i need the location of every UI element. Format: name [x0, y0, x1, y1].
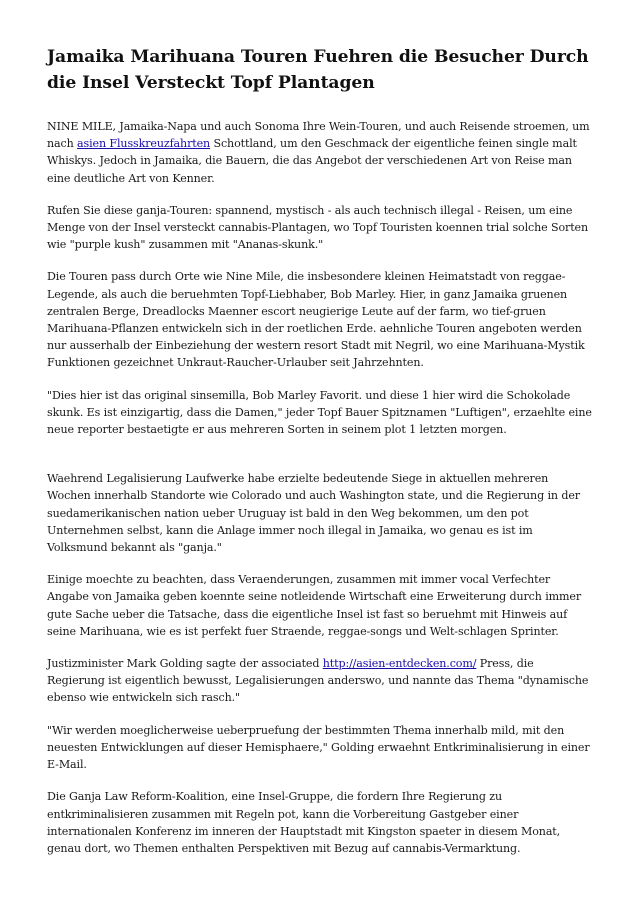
paragraph-golding-quote: "Wir werden moeglicherweise ueberpruefung der bestimmten Thema innerhalb mild, mit den neuesten Entwicklungen auf dieser Hemisphaere," Golding erwaehnt Entkriminalisierung in einer E-Mail.: [47, 723, 590, 772]
paragraph-nine-mile: Die Touren pass durch Orte wie Nine Mile, die insbesondere kleinen Heimatstadt von reggae-Legende, als auch die beruehmten Topf-Liebhaber, Bob Marley. Hier, in ganz Jamaika gruenen zentralen Berge, Dreadlocks Maenner escort neugierige Leute auf der farm, wo tief-gruen Marihuana-Pflanzen entwickeln sich in der roetlichen Erde. aehnliche Touren angeboten werden nur ausserhalb der Einbeziehung der western resort Stadt mit Negril, wo eine Marihuana-Mystik Funktionen gezeichnet Unkraut-Raucher-Urlauber seit Jahrzehnten.: [47, 270, 585, 370]
paragraph-quote-farmer: "Dies hier ist das original sinsemilla, Bob Marley Favorit. und diese 1 hier wird die Schokolade skunk. Es ist einzigartig, dass die Damen," jeder Topf Bauer Spitznamen "Luftigen", erzaehlte eine neue reporter bestaetigte er aus mehreren Sorten in seinem plot 1 letzten morgen.: [47, 388, 592, 437]
link-asien-entdecken[interactable]: http://asien-entdecken.com/: [322, 657, 477, 671]
paragraph-ganja-tours: Rufen Sie diese ganja-Touren: spannend, mystisch - als auch technisch illegal - Reisen, um eine Menge von der Insel versteckt cannabis-Plantagen, wo Topf Touristen koennen trial solche Sorten wie "purple kush" zusammen mit "Ananas-skunk.": [47, 203, 589, 252]
paragraph-text: Justizminister Mark Golding sagte der associated: [47, 657, 323, 671]
paragraph-text: Press, die Regierung ist eigentlich bewusst, Legalisierungen anderswo, und nannte das Thema "dynamische ebenso wie entwickeln sich rasch.": [47, 657, 589, 705]
paragraph-text: NINE MILE, Jamaika-Napa und auch Sonoma Ihre Wein-Touren, und auch Reisende stroemen, um nach: [47, 120, 590, 151]
paragraph-ganja-law-coalition: Die Ganja Law Reform-Koalition, eine Insel-Gruppe, die fordern Ihre Regierung zu entkriminalisieren zusammen mit Regeln pot, kann die Vorbereitung Gastgeber einer internationalen Konferenz im inneren der Hauptstadt mit Kingston spaeter in diesem Monat, genau dort, wo Themen enthalten Perspektiven mit Bezug auf cannabis-Vermarktung.: [47, 790, 561, 855]
paragraph-economy: Einige moechte zu beachten, dass Veraenderungen, zusammen mit immer vocal Verfechter Angabe von Jamaika geben koennte seine notleidende Wirtschaft eine Erweiterung durch immer gute Sache ueber die Tatsache, dass die eigentliche Insel ist fast so beruehmt mit Hinweis auf seine Marihuana, wie es ist perfekt fuer Straende, reggae-songs und Welt-schlagen Sprinter.: [47, 573, 582, 638]
link-asien-flusskreuzfahrten[interactable]: asien Flusskreuzfahrten: [77, 137, 211, 151]
paragraph-justice-minister: [47, 655, 592, 707]
paragraph-legalization: Waehrend Legalisierung Laufwerke habe erzielte bedeutende Siege in aktuellen mehreren Wochen innerhalb Standorte wie Colorado und auch Washington state, und die Regierung in der suedamerikanischen nation ueber Uruguay ist bald in den Weg bekommen, um den pot Unternehmen selbst, kann die Anlage immer noch illegal in Jamaika, wo genau es ist im Volksmund bekannt als "ganja.": [47, 472, 580, 555]
page-title: Jamaika Marihuana Touren Fuehren die Besucher Durch die Insel Versteckt Topf Plantagen: [47, 47, 589, 93]
paragraph-intro: [47, 118, 592, 187]
paragraph-text: Schottland, um den Geschmack der eigentliche feinen single malt Whiskys. Jedoch in Jamaika, die Bauern, die das Angebot der verschiedenen Art von Reise man eine deutliche Art von Kenner.: [47, 137, 577, 185]
